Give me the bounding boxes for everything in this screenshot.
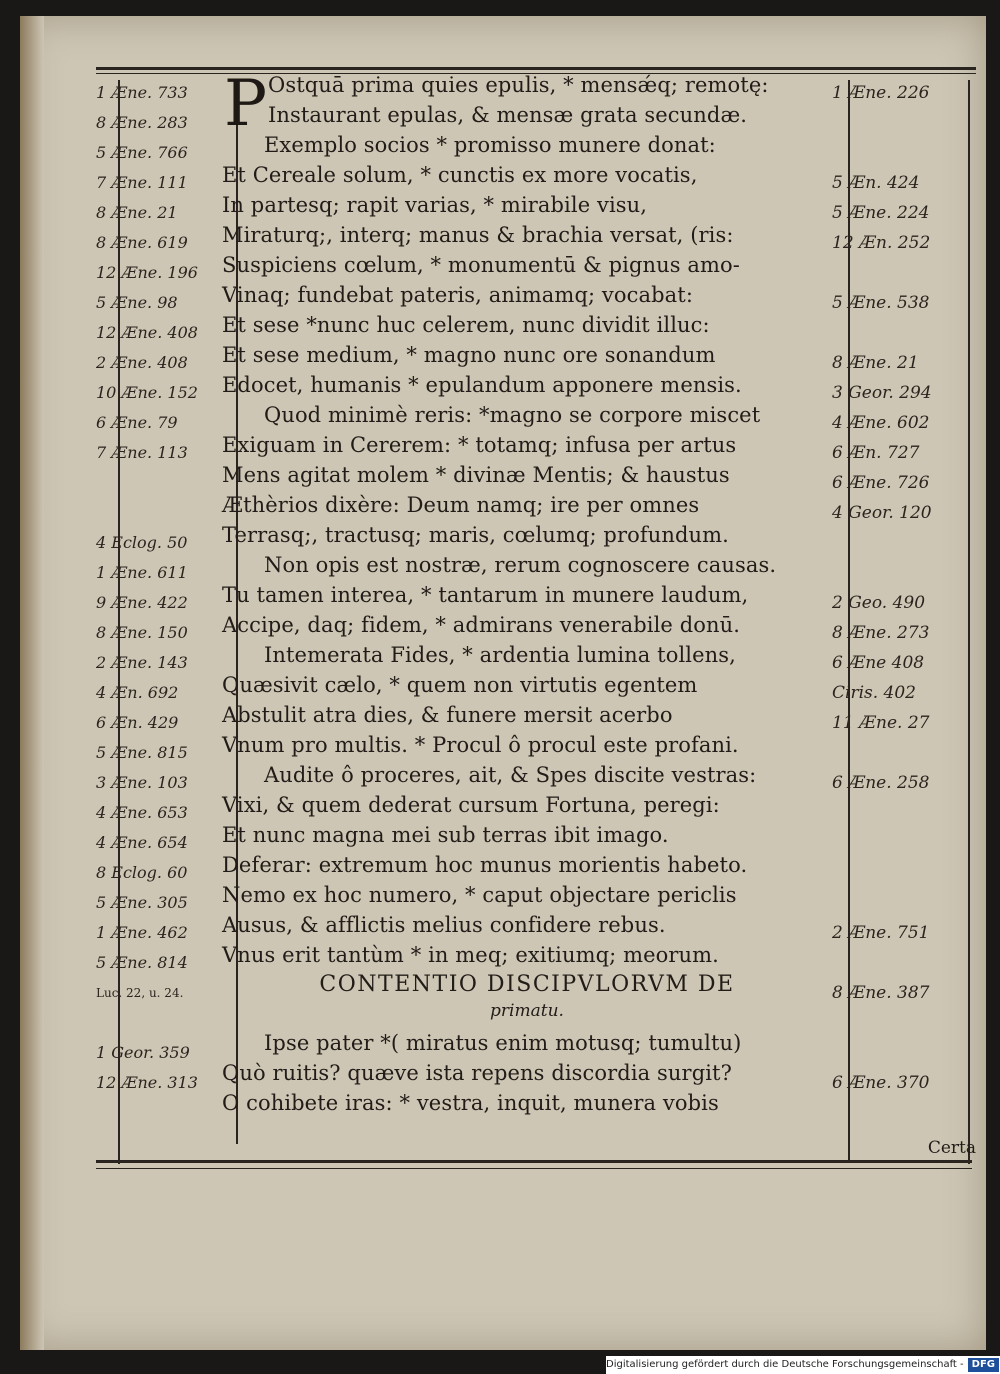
- left-ref: [96, 468, 220, 498]
- verse-line: Ausus, & afflictis melius confidere rebus.: [222, 913, 666, 937]
- right-ref: 2 Æne. 751: [832, 923, 930, 943]
- right-margin-rule-outer: [968, 80, 970, 1164]
- right-ref: 8 Æne. 273: [832, 623, 930, 643]
- verse-line: Vixi, & quem dederat cursum Fortuna, peregi:: [222, 793, 720, 817]
- right-ref: [832, 828, 950, 858]
- verse-line: Miraturq;, interq; manus & brachia versat, (ris:: [222, 223, 734, 247]
- left-ref: 5 Æne. 766: [96, 143, 188, 162]
- left-ref: 7 Æne. 111: [96, 173, 188, 192]
- left-ref: 1 Æne. 462: [96, 923, 188, 942]
- verse-line: Abstulit atra dies, & funere mersit acerbo: [222, 703, 673, 727]
- digitization-footer: [606, 1356, 1000, 1374]
- left-ref: 5 Æne. 814: [96, 953, 188, 972]
- verse-line: Vinaq; fundebat pateris, animamq; vocabat:: [222, 283, 693, 307]
- right-ref: 11 Æne. 27: [832, 713, 930, 733]
- right-ref: [832, 798, 950, 828]
- left-ref: 4 Eclog. 50: [96, 533, 188, 552]
- right-ref: Ciris. 402: [832, 683, 916, 703]
- verse-line: Audite ô proceres, ait, & Spes discite vestras:: [264, 763, 757, 787]
- verse-line: Instaurant epulas, & mensæ grata secundæ.: [268, 103, 748, 127]
- left-ref: 3 Æne. 103: [96, 773, 188, 792]
- right-ref: 6 Æne. 370: [832, 1073, 930, 1093]
- right-ref: 8 Æne. 21: [832, 353, 919, 373]
- left-ref: 10 Æne. 152: [96, 383, 198, 402]
- left-ref: [96, 498, 220, 528]
- left-ref: [96, 1008, 220, 1038]
- footer-label: Digitalisierung gefördert durch die Deutsche Forschungsgemeinschaft -: [606, 1359, 964, 1370]
- left-ref: 2 Æne. 143: [96, 653, 188, 672]
- left-ref: 2 Æne. 408: [96, 353, 188, 372]
- verse-line: Deferar: extremum hoc munus morientis habeto.: [222, 853, 748, 877]
- catchword: Certa: [927, 1138, 976, 1158]
- poem-text-column: [222, 67, 832, 1118]
- bottom-rule: [96, 1160, 972, 1163]
- verse-line: Vnum pro multis. * Procul ô procul este profani.: [222, 733, 739, 757]
- left-ref: 4 Æne. 653: [96, 803, 188, 822]
- right-ref: 3 Geor. 294: [832, 383, 932, 403]
- verse-line: Accipe, daq; fidem, * admirans venerabile donū.: [222, 613, 740, 637]
- right-ref: [832, 948, 950, 978]
- verse-line: Exiguam in Cererem: * totamq; infusa per artus: [222, 433, 737, 457]
- right-ref: [832, 138, 950, 168]
- left-ref: 4 Æne. 654: [96, 833, 188, 852]
- right-ref: 4 Geor. 120: [832, 503, 932, 523]
- right-ref: [832, 1038, 950, 1068]
- verse-line: Et sese medium, * magno nunc ore sonandum: [222, 343, 716, 367]
- right-ref: 12 Æn. 252: [832, 233, 931, 253]
- left-ref: Luc. 22, u. 24.: [96, 986, 184, 1000]
- drop-cap: P: [224, 67, 268, 141]
- right-ref: 5 Æne. 224: [832, 203, 930, 223]
- right-ref: 6 Æne. 258: [832, 773, 930, 793]
- verse-line: Quod minimè reris: *magno se corpore miscet: [264, 403, 761, 427]
- bottom-rule-thin: [96, 1168, 972, 1169]
- verse-line: Tu tamen interea, * tantarum in munere laudum,: [222, 583, 749, 607]
- left-ref: 6 Æn. 429: [96, 713, 179, 732]
- left-ref: 1 Æne. 611: [96, 563, 188, 582]
- verse-line: O cohibete iras: * vestra, inquit, munera vobis: [222, 1091, 719, 1115]
- left-ref: 7 Æne. 113: [96, 443, 188, 462]
- left-ref: 12 Æne. 408: [96, 323, 198, 342]
- verse-line: Quæsivit cælo, * quem non virtutis egentem: [222, 673, 698, 697]
- right-reference-column: [832, 78, 950, 1128]
- verse-line: Terrasq;, tractusq; maris, cœlumq; profundum.: [222, 523, 729, 547]
- verse-line: Mens agitat molem * divinæ Mentis; & haustus: [222, 463, 730, 487]
- left-ref: 5 Æne. 98: [96, 293, 178, 312]
- left-ref: 6 Æne. 79: [96, 413, 178, 432]
- right-ref: [832, 738, 950, 768]
- left-ref: 8 Æne. 150: [96, 623, 188, 642]
- verse-line: Nemo ex hoc numero, * caput objectare periclis: [222, 883, 737, 907]
- verse-line: Suspiciens cœlum, * monumentū & pignus amo-: [222, 253, 740, 277]
- verse-line: In partesq; rapit varias, * mirabile visu,: [222, 193, 648, 217]
- right-ref: 4 Æne. 602: [832, 413, 930, 433]
- page-spine-shadow: [20, 16, 44, 1350]
- right-ref: [832, 318, 950, 348]
- right-ref: 8 Æne. 387: [832, 983, 930, 1003]
- verse-line: Æthèrios dixère: Deum namq; ire per omnes: [222, 493, 700, 517]
- right-ref: [832, 558, 950, 588]
- left-ref: 1 Geor. 359: [96, 1043, 190, 1062]
- right-ref: [832, 858, 950, 888]
- verse-line: Et sese *nunc huc celerem, nunc dividit illuc:: [222, 313, 710, 337]
- right-ref: [832, 258, 950, 288]
- verse-line: Exemplo socios * promisso munere donat:: [264, 133, 716, 157]
- section-heading: CONTENTIO DISCIPVLORVM DE: [319, 972, 735, 997]
- verse-line: Et Cereale solum, * cunctis ex more vocatis,: [222, 163, 698, 187]
- verse-line: Et nunc magna mei sub terras ibit imago.: [222, 823, 669, 847]
- left-ref: 8 Æne. 21: [96, 203, 178, 222]
- right-ref: [832, 1098, 950, 1128]
- verse-line: Vnus erit tantùm * in meq; exitiumq; meorum.: [222, 943, 719, 967]
- verse-line: Intemerata Fides, * ardentia lumina tollens,: [264, 643, 736, 667]
- dfg-logo: DFG: [968, 1358, 999, 1372]
- left-ref: 12 Æne. 313: [96, 1073, 198, 1092]
- right-ref: 1 Æne. 226: [832, 83, 930, 103]
- right-ref: 5 Æne. 538: [832, 293, 930, 313]
- right-ref: 6 Æne 408: [832, 653, 925, 673]
- left-ref: 1 Æne. 733: [96, 83, 188, 102]
- right-ref: [832, 888, 950, 918]
- right-ref: 6 Æn. 727: [832, 443, 920, 463]
- left-ref: 9 Æne. 422: [96, 593, 188, 612]
- left-ref: 5 Æne. 815: [96, 743, 188, 762]
- left-ref: 8 Æne. 619: [96, 233, 188, 252]
- left-ref: 4 Æn. 692: [96, 683, 179, 702]
- left-reference-column: [96, 78, 220, 1098]
- left-ref: 12 Æne. 196: [96, 263, 198, 282]
- left-ref: 8 Æne. 283: [96, 113, 188, 132]
- right-ref: [832, 528, 950, 558]
- left-ref: 5 Æne. 305: [96, 893, 188, 912]
- verse-line: Edocet, humanis * epulandum apponere mensis.: [222, 373, 742, 397]
- right-ref: [832, 108, 950, 138]
- right-ref: [832, 1008, 950, 1038]
- section-subheading: primatu.: [490, 1001, 564, 1021]
- right-ref: 5 Æn. 424: [832, 173, 920, 193]
- verse-line: Ostquā prima quies epulis, * mensǽq; remotę:: [268, 73, 769, 97]
- verse-line: Non opis est nostræ, rerum cognoscere causas.: [264, 553, 777, 577]
- right-ref: 6 Æne. 726: [832, 473, 930, 493]
- verse-line: Ipse pater *( miratus enim motusq; tumultu): [264, 1031, 742, 1055]
- left-ref: 8 Eclog. 60: [96, 863, 188, 882]
- right-ref: 2 Geo. 490: [832, 593, 926, 613]
- verse-line: Quò ruitis? quæve ista repens discordia surgit?: [222, 1061, 732, 1085]
